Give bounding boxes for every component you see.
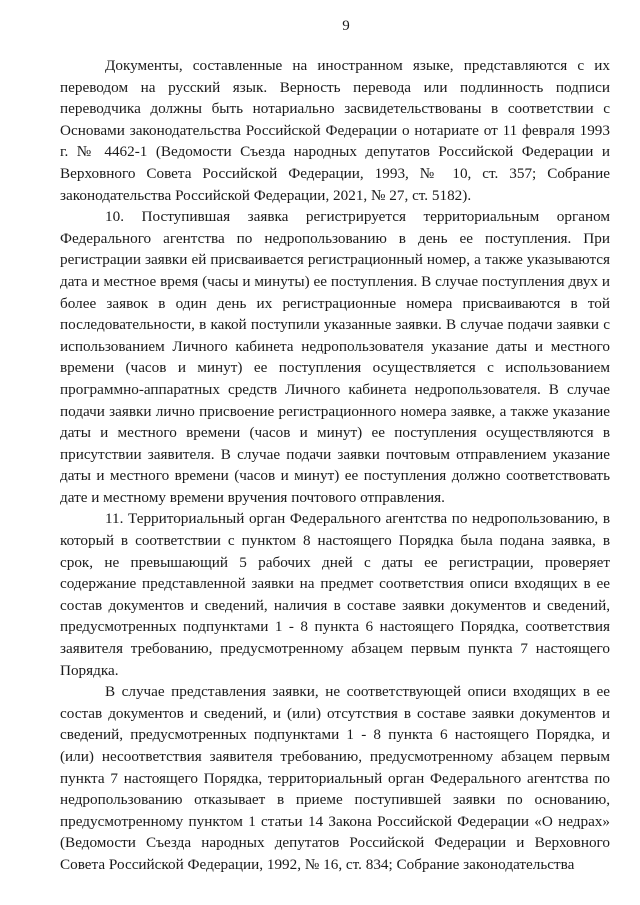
paragraph-refusal: В случае представления заявки, не соответствующей описи входящих в ее состав документов и сведений, и (или) отсутствия в составе заявки документов и сведений, предусмотренных подпунктами 1 - 8 пункта 6 настоящего Порядка, и (или) несоответствия заявителя требованию, предусмотренному абзацем первым пункта 7 настоящего Порядка, территориальный орган Федерального агентства по недропользованию отказывает в приеме поступившей заявки по основанию, предусмотренному пунктом 1 статьи 14 Закона Российской Федерации «О недрах» (Ведомости Съезда народных депутатов Российской Федерации и Верховного Совета Российской Федерации, 1992, № 16, ст. 834; Собрание законодательства (60, 683, 610, 873)
page-number: 9 (342, 18, 350, 34)
paragraph-item-10: 10. Поступившая заявка регистрируется территориальным органом Федерального агентства по недропользованию в день ее поступления. При регистрации заявки ей присваивается регистрационный номер, а также указываются дата и местное время (часы и минуты) ее поступления. В случае поступления двух и более заявок в один день их регистрационные номера присваиваются в той последовательности, в какой поступили указанные заявки. В случае подачи заявки с использованием Личного кабинета недропользователя указание даты и местного времени (часов и минут) ее поступления осуществляется с использованием программно-аппаратных средств Личного кабинета недропользователя. В случае подачи заявки лично присвоение регистрационного номера заявке, а также указание даты и местного времени (часов и минут) ее поступления осуществляются в присутствии заявителя. В случае подачи заявки почтовым отправлением указание даты и местного времени (часов и минут) ее поступления должно соответствовать дате и местному времени вручения почтового отправления. (60, 208, 610, 506)
paragraph-foreign-documents: Документы, составленные на иностранном языке, представляются с их переводом на русский язык. Верность перевода или подлинность подписи переводчика должны быть нотариально засвидетельствованы в соответствии с Основами законодательства Российской Федерации о нотариате от 11 февраля 1993 г. № 4462-1 (Ведомости Съезда народных депутатов Российской Федерации и Верховного Совета Российской Федерации, 1993, № 10, ст. 357; Собрание законодательства Российской Федерации, 2021, № 27, ст. 5182). (60, 57, 610, 204)
paragraph-item-11: 11. Территориальный орган Федерального агентства по недропользованию, в который в соответствии с пунктом 8 настоящего Порядка была подана заявка, в срок, не превышающий 5 рабочих дней с даты ее регистрации, проверяет содержание представленной заявки на предмет соответствия описи входящих в ее состав документов и сведений, наличия в составе заявки документов и сведений, предусмотренных подпунктами 1 - 8 пункта 6 настоящего Порядка, соответствия заявителя требованию, предусмотренному абзацем первым пункта 7 настоящего Порядка. (60, 510, 610, 679)
